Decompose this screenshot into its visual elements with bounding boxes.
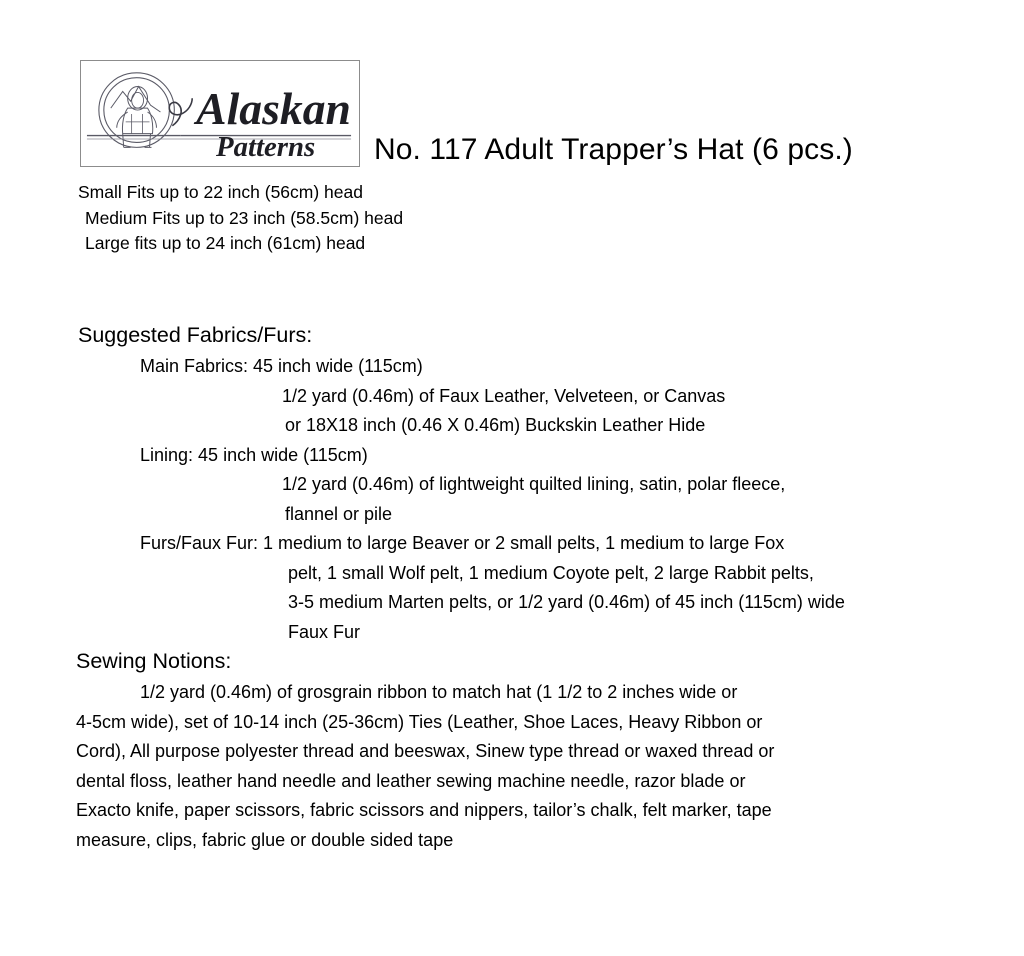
lining-block	[78, 441, 978, 530]
section-heading-notions: Sewing Notions:	[76, 649, 232, 673]
logo-brand-subtitle: Patterns	[216, 131, 316, 164]
notions-line-2: 4-5cm wide), set of 10-14 inch (25-36cm) Ties (Leather, Shoe Laces, Heavy Ribbon or	[76, 711, 763, 732]
furs-cont-line-3: Faux Fur	[288, 621, 361, 642]
logo-artwork	[81, 61, 359, 166]
alaskan-patterns-logo	[80, 60, 360, 167]
main-fabrics-detail-1: 1/2 yard (0.46m) of Faux Leather, Velveteen, or Canvas	[282, 385, 726, 406]
main-fabrics-detail-2: or 18X18 inch (0.46 X 0.46m) Buckskin Leather Hide	[285, 415, 706, 435]
size-line-medium: Medium Fits up to 23 inch (58.5cm) head	[85, 207, 404, 228]
notions-line-1: 1/2 yard (0.46m) of grosgrain ribbon to match hat (1 1/2 to 2 inches wide or	[140, 682, 738, 702]
notions-line-3: Cord), All purpose polyester thread and beeswax, Sinew type thread or waxed thread or	[76, 741, 775, 761]
furs-cont-line-1: pelt, 1 small Wolf pelt, 1 medium Coyote pelt, 2 large Rabbit pelts,	[288, 562, 814, 583]
notions-paragraph	[76, 678, 946, 855]
notions-line-6: measure, clips, fabric glue or double sided tape	[76, 829, 454, 850]
sewing-notions-section	[76, 647, 976, 855]
size-line-large: Large fits up to 24 inch (61cm) head	[85, 233, 366, 253]
lining-detail-1: 1/2 yard (0.46m) of lightweight quilted lining, satin, polar fleece,	[282, 474, 786, 494]
page-title: No. 117 Adult Trapper’s Hat (6 pcs.)	[374, 133, 853, 166]
logo-brand-name: Alaskan	[196, 84, 351, 134]
size-chart	[78, 180, 678, 257]
figure-hood	[128, 87, 148, 111]
notions-line-4: dental floss, leather hand needle and leather sewing machine needle, razor blade or	[76, 770, 746, 791]
main-fabrics-label: Main Fabrics: 45 inch wide (115cm)	[140, 356, 423, 376]
lining-label: Lining: 45 inch wide (115cm)	[140, 444, 368, 465]
parka-trim	[132, 114, 143, 134]
figure-face	[132, 92, 144, 108]
size-line-small: Small Fits up to 22 inch (56cm) head	[78, 182, 363, 202]
furs-cont-line-2: 3-5 medium Marten pelts, or 1/2 yard (0.46m) of 45 inch (115cm) wide	[288, 592, 845, 612]
lining-detail-2: flannel or pile	[285, 503, 393, 524]
notions-line-5: Exacto knife, paper scissors, fabric scissors and nippers, tailor’s chalk, felt marker, tape	[76, 800, 772, 820]
section-heading-fabrics: Suggested Fabrics/Furs:	[78, 323, 313, 347]
furs-block	[78, 529, 978, 647]
main-fabrics-block	[78, 352, 978, 441]
suggested-fabrics-section	[78, 321, 978, 647]
furs-label-and-first-line: Furs/Faux Fur: 1 medium to large Beaver or 2 small pelts, 1 medium to large Fox	[140, 533, 785, 553]
